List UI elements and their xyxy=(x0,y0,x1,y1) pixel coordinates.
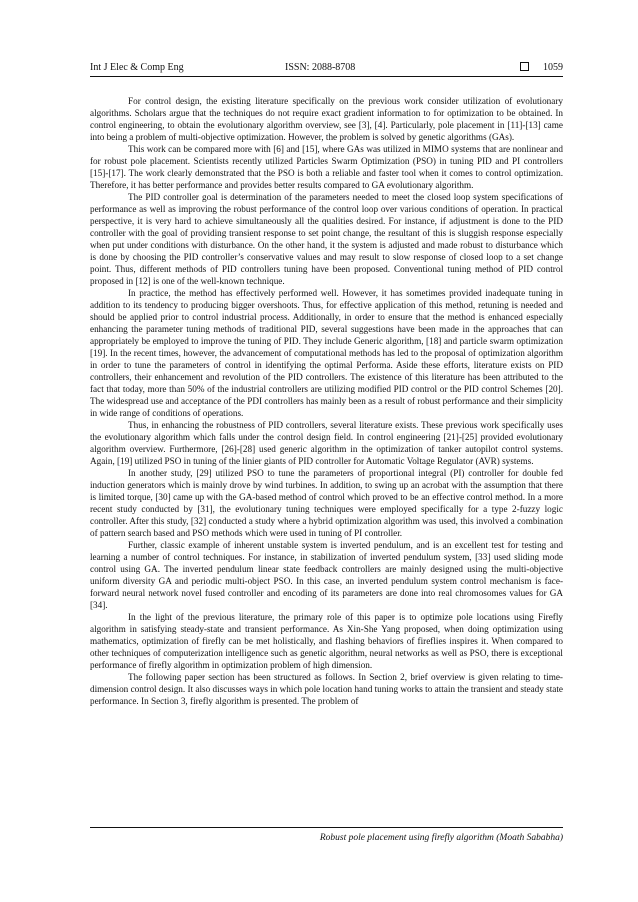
paragraph-8: In the light of the previous literature, the primary role of this paper is to optimize pole locations using Firefly algorithm in satisfying steady-state and transient performance. As Xin-She Yang proposed, when doing optimization using mathematics, optimization of firefly can be met holistically, and flashing behaviors of fireflies inspires it. When compared to other techniques of computerization intelligence such as genetic algorithm, neural networks as well as PSO, there is exceptional performance of firefly algorithm in optimization problem of high dimension. xyxy=(90,612,563,670)
paragraph-3: The PID controller goal is determination of the parameters needed to meet the closed loop system specifications of performance as well as improving the robust performance of the control loop over various conditions of operation. In practical perspective, it is very hard to achieve simultaneously all the qualities desired. For instance, if adjustment is done to the PID controller with the goal of providing transient response to set point change, the resultant of this is sluggish response especially when put under conditions with disturbance. On the other hand, it the system is adjusted and made robust to disturbance which is done by choosing the PID controller’s conservative values and may result to slow response of closed loop to a set change point. Thus, different methods of PID controllers tuning have been proposed. Conventional tuning method of PID control proposed in [12] is one of the well-known technique. xyxy=(90,192,563,286)
footer-divider xyxy=(90,827,563,828)
running-title: Robust pole placement using firefly algorithm (Moath Sababha) xyxy=(319,833,563,843)
paragraph-9: The following paper section has been structured as follows. In Section 2, brief overview is given relating to time-dimension control design. It also discusses ways in which pole location hand tuning works to attain the transient and steady state performance. In Section 3, firefly algorithm is presented. The problem of xyxy=(90,672,563,706)
paragraph-5: Thus, in enhancing the robustness of PID controllers, several literature exists. These previous work specifically uses the evolutionary algorithm which falls under the control design field. In control engineering [21]-[25] provided evolutionary algorithm overview. Furthermore, [26]-[28] used generic algorithm in the optimization of tanker autopilot control systems. Again, [19] utilized PSO in tuning of the linier giants of PID controller for Automatic Voltage Regulator (AVR) systems. xyxy=(90,420,563,466)
paragraph-1: For control design, the existing literature specifically on the previous work consider utilization of evolutionary algorithms. Scholars argue that the techniques do not require exact gradient information to for optimization to be obtained. In control engineering, to obtain the evolutionary algorithm overview, see [3], [4]. Particularly, pole placement in [11]-[13] came into being a problem of multi-objective optimization. However, the problem is solved by genetic algorithms (GAs). xyxy=(90,96,563,142)
paragraph-4: In practice, the method has effectively performed well. However, it has sometimes provided inadequate tuning in addition to its tendency to producing bigger overshoots. Thus, for effective application of this method, retuning is needed and should be applied prior to control industrial process. Additionally, in order to ensure that the method is enhanced especially enhancing the parameter tuning methods of traditional PID, several suggestions have been made in the approaches that can appropriately be employed to improve the tuning of PID. They include Generic algorithm, [18] and particle swarm optimization [19]. In the recent times, however, the advancement of computational methods has led to the proposal of optimization algorithm in order to tune the parameters of control in identifying the optimal Performa. Aside these efforts, literature exists on PID controllers, their enhancement and revolution of the PID controllers. The existence of this literature has been attributed to the fact that today, more than 50% of the industrial controllers are utilizing modified PID control or the PID control Schemes [20]. The widespread use and acceptance of the PDI controllers has mainly been as a result of robust performance and their simplicity in wide range of conditions of operations. xyxy=(90,288,563,418)
body-text xyxy=(90,95,563,707)
paragraph-2: This work can be compared more with [6] and [15], where GAs was utilized in MIMO systems that are nonlinear and for robust pole placement. Scientists recently utilized Particles Swarm Optimization (PSO) in tuning PID and PI controllers [15]-[17]. The work clearly demonstrated that the PSO is both a reliable and faster tool when it comes to control optimization. Therefore, it has better performance and provides better results compared to GA evolutionary algorithm. xyxy=(90,144,563,190)
paragraph-6: In another study, [29] utilized PSO to tune the parameters of proportional integral (PI) controller for double fed induction generators which is mainly drove by wind turbines. In addition, to swing up an acrobat with the assumption that there is limited torque, [30] came up with the GA-based method of control which proved to be an effective control method. In a more recent study conducted by [31], the evolutionary tuning techniques were employed specifically for a type 2-fuzzy logic controller. After this study, [32] conducted a study where a hybrid optimization algorithm was used, this involved a combination of pattern search based and PSO methods which were used in tuning of PI controller. xyxy=(90,468,563,538)
page-number-group xyxy=(520,62,563,74)
issn-label: ISSN: 2088-8708 xyxy=(285,62,356,73)
page-number: 1059 xyxy=(543,62,563,73)
square-bullet-icon xyxy=(520,62,529,71)
paragraph-7: Further, classic example of inherent unstable system is inverted pendulum, and is an excellent test for testing and learning a number of control techniques. For instance, in stabilization of inverted pendulum system, [33] used sliding mode control using GA. The inverted pendulum linear state feedback controllers are mainly designed using the multi-objective uniform diversity GA and periodic multi-object PSO. In this case, an inverted pendulum system control mechanism is face-forward neural network novel fused controller and encoding of its parameters are done into real chromosomes values for GA [34]. xyxy=(90,540,563,610)
header-divider xyxy=(90,76,563,77)
journal-name: Int J Elec & Comp Eng xyxy=(90,62,184,73)
